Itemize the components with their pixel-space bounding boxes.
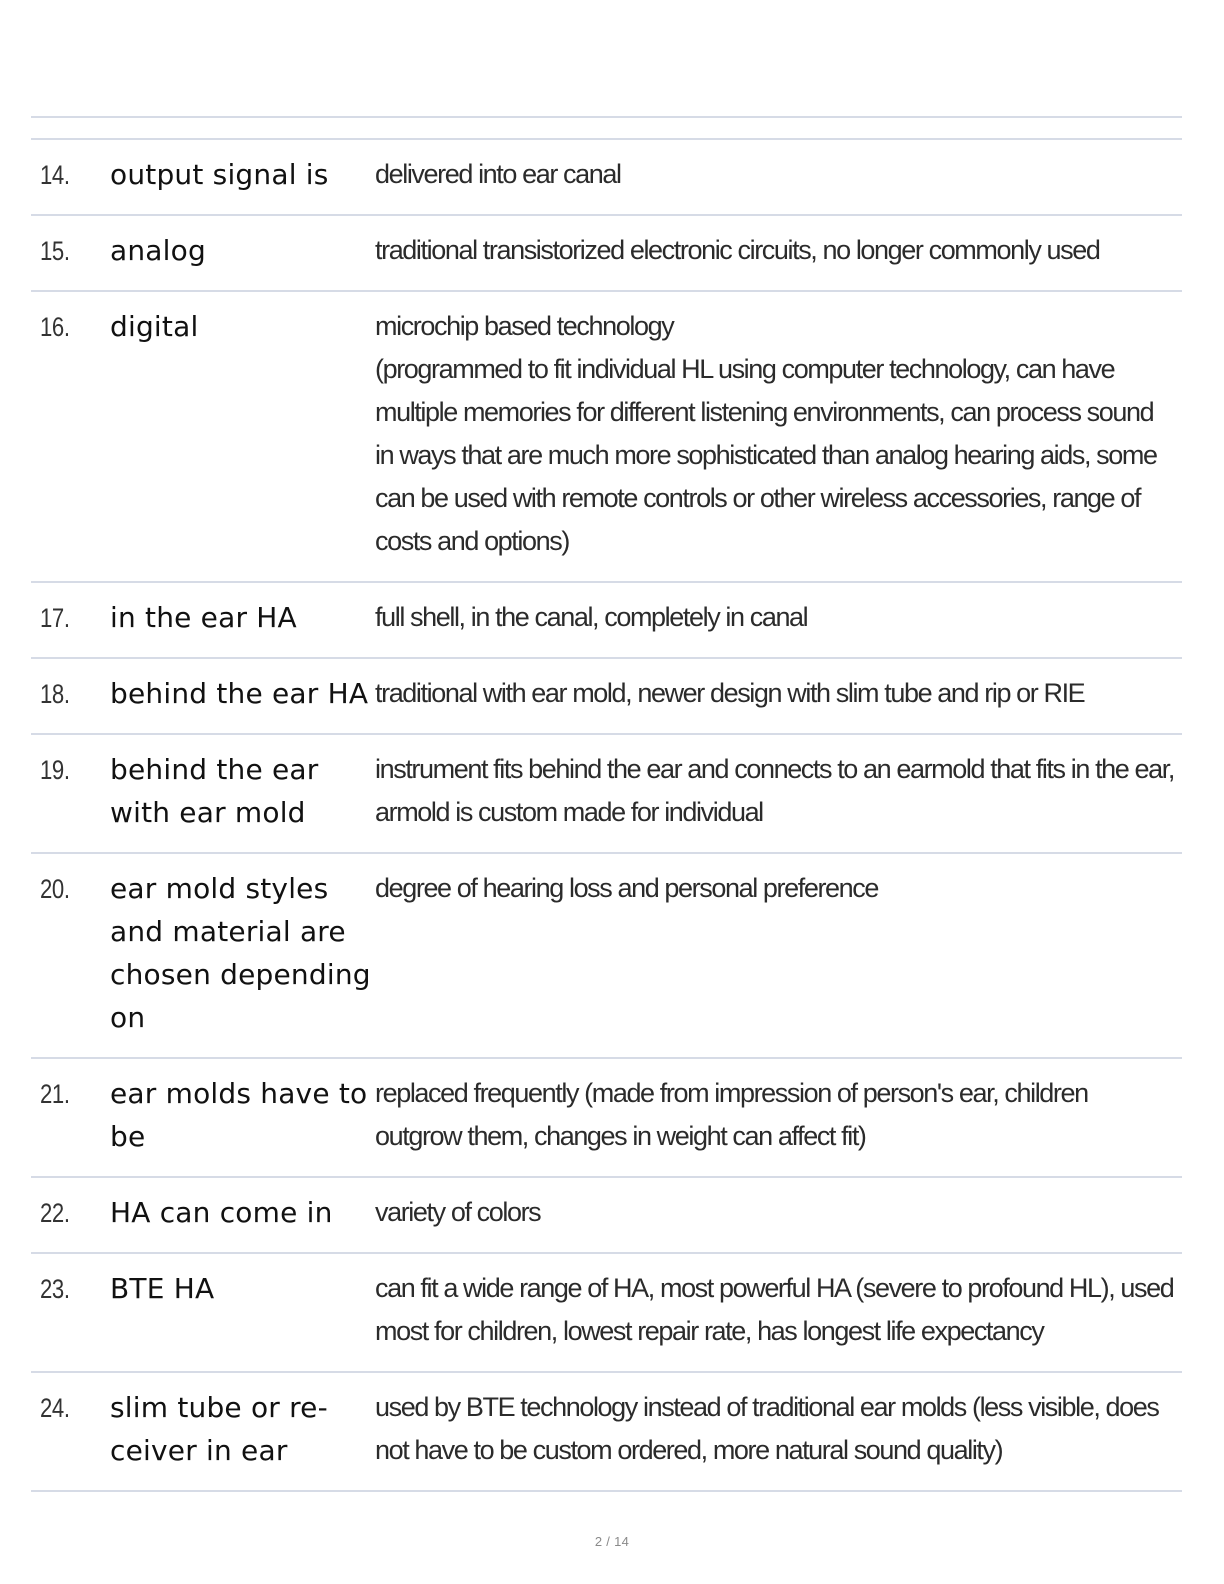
card-row [31, 581, 1182, 657]
card-number: 22. [40, 1198, 70, 1228]
card-definition: full shell, in the canal, completely in canal [375, 602, 808, 632]
card-row [31, 1176, 1182, 1252]
card-term: BTE HA [110, 1272, 215, 1305]
card-number: 15. [40, 236, 70, 266]
card-row [31, 1252, 1182, 1371]
card-row [31, 852, 1182, 1057]
card-definition: traditional with ear mold, newer design with slim tube and rip or RIE [375, 678, 1085, 708]
card-row [31, 1371, 1182, 1492]
card-row [31, 657, 1182, 733]
card-number: 17. [40, 603, 70, 633]
card-number: 14. [40, 160, 70, 190]
card-definition: delivered into ear canal [375, 159, 621, 189]
page-indicator: 2 / 14 [594, 1534, 630, 1549]
card-definition: instrument fits behind the ear and connects to an earmold that fits in the ear, armold is custom made for individual [375, 754, 1174, 827]
top-divider [31, 116, 1182, 118]
card-number: 20. [40, 874, 70, 904]
card-row [31, 138, 1182, 214]
card-number: 16. [40, 312, 70, 342]
card-definition: variety of colors [375, 1197, 541, 1227]
card-row [31, 1057, 1182, 1176]
card-term: ear molds have to be [110, 1077, 368, 1153]
card-number: 23. [40, 1274, 70, 1304]
card-term: digital [110, 310, 199, 343]
card-definition: microchip based technology (programmed to fit individual HL using computer technology, can have multiple memories for different listening environments, can process sound in ways that are much more sophisticated than analog hearing aids, some can be used with remote controls or other wireless accessories, range of costs and options) [375, 311, 1157, 556]
card-number: 18. [40, 679, 70, 709]
card-row [31, 290, 1182, 581]
card-number: 24. [40, 1393, 70, 1423]
card-term: behind the ear with ear mold [110, 753, 319, 829]
card-definition: replaced frequently (made from impression of person's ear, children outgrow them, changes in weight can affect fit) [375, 1078, 1088, 1151]
card-row [31, 214, 1182, 290]
card-definition: can fit a wide range of HA, most powerful HA (severe to profound HL), used most for children, lowest repair rate, has longest life expectancy [375, 1273, 1174, 1346]
card-term: in the ear HA [110, 601, 297, 634]
card-definition: used by BTE technology instead of traditional ear molds (less visible, does not have to be custom ordered, more natural sound quality) [375, 1392, 1159, 1465]
card-term: slim tube or receiver in ear [110, 1391, 328, 1467]
card-term: ear mold styles and material are chosen depending on [110, 872, 371, 1034]
card-definition: degree of hearing loss and personal preference [375, 873, 878, 903]
card-term: HA can come in [110, 1196, 333, 1229]
card-row [31, 733, 1182, 852]
card-term: analog [110, 234, 206, 267]
card-term: behind the ear HA [110, 677, 369, 710]
card-term: output signal is [110, 158, 329, 191]
card-number: 19. [40, 755, 70, 785]
card-definition: traditional transistorized electronic circuits, no longer commonly used [375, 235, 1100, 265]
flashcard-list [31, 138, 1182, 1492]
card-number: 21. [40, 1079, 70, 1109]
